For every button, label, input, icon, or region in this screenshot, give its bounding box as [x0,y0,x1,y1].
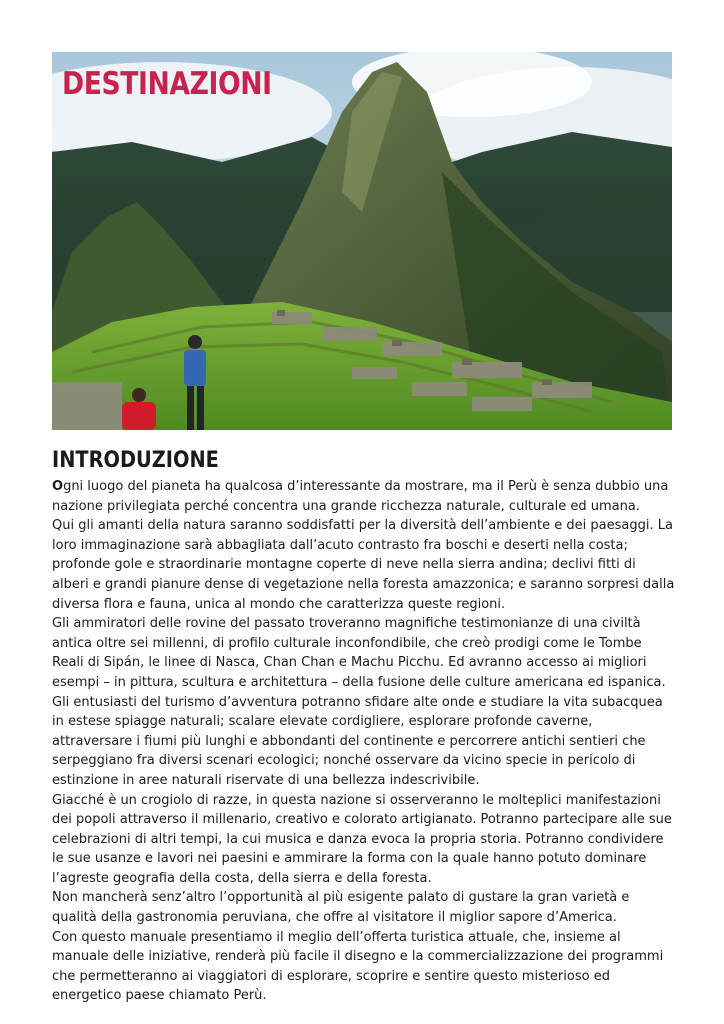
paragraph: Gli entusiasti del turismo d’avventura potranno sfidare alte onde e studiare la vita subacquea in estese spiagge naturali; scalare elevate cordigliere, esplorare profonde caverne, attraversare i fiumi più lunghi e abbondanti del continente e percorrere antichi sentieri che serpeggiano fra diversi scenari ecologici; nonché osservare da vicino specie in pericolo di estinzione in aree naturali riservate di una bellezza indescrivibile. [52,694,663,788]
hero-image [52,52,672,430]
paragraph: Ogni luogo del pianeta ha qualcosa d’interessante da mostrare, ma il Perù è senza dubbio una nazione privilegiata perché concentra una grande ricchezza naturale, culturale ed umana. [52,479,669,514]
paragraph: Non mancherà senz’altro l’opportunità al più esigente palato di gustare la gran varietà e qualità della gastronomia peruviana, che offre al visitatore il miglior sapore d’America. [52,890,630,926]
intro-body [52,477,676,1006]
paragraph: Giacché è un crogiolo di razze, in questa nazione si osserveranno le molteplici manifestazioni dei popoli attraverso il millenario, creativo e colorato artigianato. Potranno partecipare alle sue celebrazioni di altri tempi, la cui musica e danza evoca la propria storia. Potranno condividere le sue usanze e lavori nei paesini e ammirare la forma con la quale hanno potuto dominare l’agreste geografia della costa, della sierra e della foresta. [52,792,672,886]
paragraph: Con questo manuale presentiamo il meglio dell’offerta turistica attuale, che, insieme al manuale delle iniziative, renderà più facile il disegno e la commercializzazione dei programmi che permetteranno ai viaggiatori di esplorare, scoprire e sentire questo misterioso ed energetico paese chiamato Perù. [52,929,664,1004]
machu-picchu-illustration [52,52,672,430]
paragraph: Gli ammiratori delle rovine del passato troveranno magnifiche testimonianze di una civiltà antica oltre sei millenni, di profilo culturale inconfondibile, che creò prodigi come le Tombe Reali di Sipán, le linee di Nasca, Chan Chan e Machu Picchu. Ed avranno accesso ai migliori esempi – in pittura, scultura e architettura – della fusione delle culture americana ed ispanica. [52,616,666,690]
section-title: INTRODUZIONE [52,448,219,473]
paragraph: Qui gli amanti della natura saranno soddisfatti per la diversità dell’ambiente e dei paesaggi. La loro immaginazione sarà abbagliata dall’acuto contrasto fra boschi e deserti nella costa; profonde gole e straordinarie montagne coperte di neve nella sierra andina; declivi fitti di alberi e grandi pianure dense di vegetazione nella foresta amazzonica; e saranno sorpresi dalla diversa flora e fauna, unica al mondo che caratterizza queste regioni. [52,518,675,612]
page-title: DESTINAZIONI [62,66,272,102]
